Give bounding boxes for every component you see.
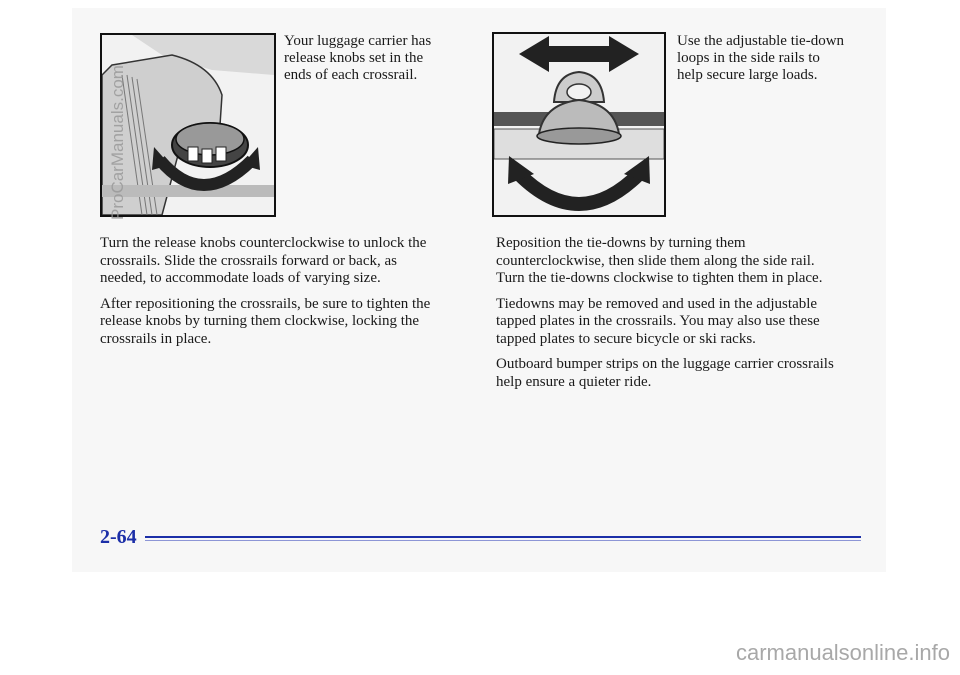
tie-down-caption: Use the adjustable tie-down loops in the side rails to help secure large loads. — [677, 33, 845, 83]
tie-down-drawing — [494, 34, 664, 215]
crossrail-unlock-paragraph: Turn the release knobs counterclockwise to unlock the crossrails. Slide the crossrails forward or back, as needed, to accommodate loads of varying size. — [100, 235, 427, 286]
left-column-text — [100, 235, 472, 356]
footer-rule — [145, 536, 861, 538]
tie-down-reposition-paragraph: Reposition the tie-downs by turning them counterclockwise, then slide them along the side rail. Turn the tie-downs clockwise to tighten them in place. — [496, 235, 823, 286]
tiedown-removal-paragraph: Tiedowns may be removed and used in the adjustable tapped plates in the crossrails. You may also use these tapped plates to secure bicycle or ski racks. — [496, 295, 820, 347]
side-watermark: ProCarManuals.com — [108, 65, 127, 220]
release-knob-caption: Your luggage carrier has release knobs set in the ends of each crossrail. — [284, 33, 432, 83]
footer-rule-thin — [145, 540, 861, 541]
right-column-text — [496, 235, 868, 399]
crossrail-tighten-paragraph: After repositioning the crossrails, be sure to tighten the release knobs by turning them clockwise, locking the crossrails in place. — [100, 295, 431, 347]
tie-down-loop-illustration — [492, 32, 666, 217]
bottom-watermark: carmanualsonline.info — [735, 640, 950, 665]
bumper-strips-paragraph: Outboard bumper strips on the luggage carrier crossrails help ensure a quieter ride. — [496, 356, 834, 390]
page-number: 2-64 — [100, 526, 137, 548]
